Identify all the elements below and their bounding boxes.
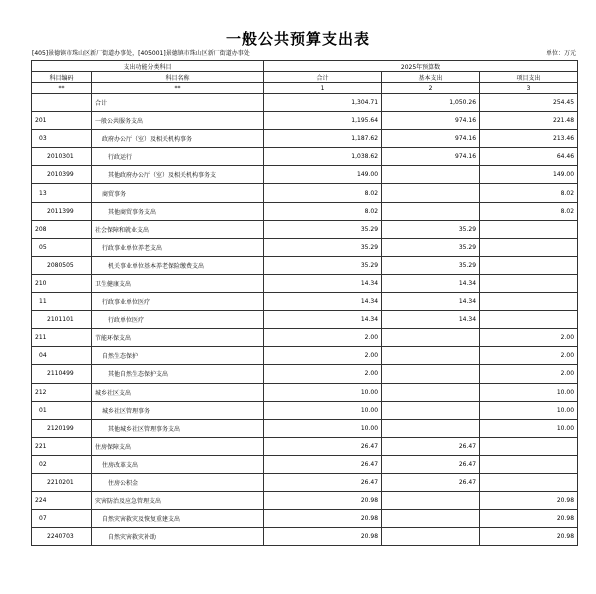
row-code: 2101101 (32, 311, 92, 329)
row-project: 10.00 (480, 419, 578, 437)
row-basic (382, 401, 480, 419)
row-code: 11 (32, 293, 92, 311)
unit-label: [405]景德镇市珠山区新厂街道办事处，[405001]景德镇市珠山区新厂街道办事处 (32, 50, 250, 57)
row-code: 2080505 (32, 256, 92, 274)
row-basic: 14.34 (382, 274, 480, 292)
column-header-code: 科目编码 (32, 72, 92, 83)
table-header (32, 61, 578, 94)
row-basic: 26.47 (382, 455, 480, 473)
row-total: 20.98 (264, 528, 382, 546)
row-total: 1,187.62 (264, 130, 382, 148)
row-name: 住房保障支出 (92, 437, 264, 455)
table-row (32, 293, 578, 311)
table-row (32, 365, 578, 383)
row-code (32, 94, 92, 112)
row-project: 2.00 (480, 365, 578, 383)
row-total: 14.34 (264, 293, 382, 311)
row-code: 224 (32, 492, 92, 510)
row-project (480, 220, 578, 238)
row-name: 自然灾害救灾及恢复重建支出 (92, 510, 264, 528)
row-name: 一般公共服务支出 (92, 112, 264, 130)
row-code: 2110499 (32, 365, 92, 383)
column-header-project: 项目支出 (480, 72, 578, 83)
row-basic: 26.47 (382, 437, 480, 455)
row-project: 2.00 (480, 329, 578, 347)
row-total: 14.34 (264, 274, 382, 292)
row-total: 20.98 (264, 492, 382, 510)
row-total: 10.00 (264, 401, 382, 419)
row-code: 04 (32, 347, 92, 365)
table-row (32, 202, 578, 220)
table-row (32, 455, 578, 473)
row-basic (382, 184, 480, 202)
row-total: 20.98 (264, 510, 382, 528)
row-basic (382, 329, 480, 347)
row-basic: 974.16 (382, 130, 480, 148)
row-project: 221.48 (480, 112, 578, 130)
row-total: 2.00 (264, 329, 382, 347)
row-name: 合计 (92, 94, 264, 112)
row-code: 201 (32, 112, 92, 130)
row-project: 254.45 (480, 94, 578, 112)
row-basic: 1,050.26 (382, 94, 480, 112)
table-row (32, 112, 578, 130)
row-total: 10.00 (264, 383, 382, 401)
row-code: 221 (32, 437, 92, 455)
row-name: 节能环保支出 (92, 329, 264, 347)
row-basic: 974.16 (382, 112, 480, 130)
table-row (32, 492, 578, 510)
table-row (32, 238, 578, 256)
row-total: 26.47 (264, 455, 382, 473)
table-row (32, 437, 578, 455)
table-row (32, 274, 578, 292)
row-project (480, 293, 578, 311)
row-name: 行政事业单位养老支出 (92, 238, 264, 256)
table-row (32, 220, 578, 238)
row-total: 35.29 (264, 220, 382, 238)
row-basic (382, 365, 480, 383)
table-row (32, 419, 578, 437)
row-name: 行政事业单位医疗 (92, 293, 264, 311)
row-basic: 26.47 (382, 473, 480, 491)
row-total: 26.47 (264, 473, 382, 491)
row-total: 1,195.64 (264, 112, 382, 130)
row-basic (382, 419, 480, 437)
row-project: 20.98 (480, 510, 578, 528)
table-row (32, 130, 578, 148)
row-basic (382, 528, 480, 546)
row-project (480, 473, 578, 491)
row-total: 2.00 (264, 347, 382, 365)
table-body (32, 94, 578, 546)
row-project: 149.00 (480, 166, 578, 184)
row-basic (382, 166, 480, 184)
row-basic: 35.29 (382, 220, 480, 238)
table-row (32, 311, 578, 329)
row-basic: 974.16 (382, 148, 480, 166)
row-basic: 35.29 (382, 256, 480, 274)
column-header-basic: 基本支出 (382, 72, 480, 83)
row-total: 8.02 (264, 202, 382, 220)
row-code: 208 (32, 220, 92, 238)
row-code: 05 (32, 238, 92, 256)
row-basic: 14.34 (382, 311, 480, 329)
table-row (32, 256, 578, 274)
row-name: 行政单位医疗 (92, 311, 264, 329)
column-header-name: 科目名称 (92, 72, 264, 83)
row-total: 1,038.62 (264, 148, 382, 166)
unit-measure: 单位：万元 (545, 50, 576, 57)
row-name: 自然灾害救灾补助 (92, 528, 264, 546)
row-code: 2010301 (32, 148, 92, 166)
row-basic (382, 383, 480, 401)
row-project: 20.98 (480, 492, 578, 510)
row-code: 211 (32, 329, 92, 347)
row-project: 213.46 (480, 130, 578, 148)
row-name: 其他城乡社区管理事务支出 (92, 419, 264, 437)
column-header-total: 合计 (264, 72, 382, 83)
row-project (480, 455, 578, 473)
group-header-budget-year: 2025年预算数 (264, 61, 578, 72)
row-total: 8.02 (264, 184, 382, 202)
row-code: 210 (32, 274, 92, 292)
table-row (32, 528, 578, 546)
row-name: 自然生态保护 (92, 347, 264, 365)
index-basic: 2 (382, 83, 480, 94)
row-project: 8.02 (480, 184, 578, 202)
row-project (480, 437, 578, 455)
row-code: 2240703 (32, 528, 92, 546)
row-code: 2120199 (32, 419, 92, 437)
row-code: 07 (32, 510, 92, 528)
group-header-function: 支出功能分类科目 (32, 61, 264, 72)
row-code: 02 (32, 455, 92, 473)
table-row (32, 166, 578, 184)
row-basic (382, 347, 480, 365)
row-name: 其他政府办公厅（室）及相关机构事务支 (92, 166, 264, 184)
row-project: 10.00 (480, 401, 578, 419)
row-project (480, 311, 578, 329)
row-code: 01 (32, 401, 92, 419)
row-total: 1,304.71 (264, 94, 382, 112)
row-project: 64.46 (480, 148, 578, 166)
row-total: 26.47 (264, 437, 382, 455)
row-code: 212 (32, 383, 92, 401)
row-name: 灾害防治及应急管理支出 (92, 492, 264, 510)
row-total: 149.00 (264, 166, 382, 184)
row-code: 2010399 (32, 166, 92, 184)
row-name: 其他商贸事务支出 (92, 202, 264, 220)
row-project: 8.02 (480, 202, 578, 220)
row-name: 行政运行 (92, 148, 264, 166)
row-project (480, 238, 578, 256)
row-name: 商贸事务 (92, 184, 264, 202)
table-row (32, 473, 578, 491)
row-total: 2.00 (264, 365, 382, 383)
table-row (32, 510, 578, 528)
row-project: 10.00 (480, 383, 578, 401)
row-name: 社会保障和就业支出 (92, 220, 264, 238)
row-basic: 14.34 (382, 293, 480, 311)
index-code: ** (32, 83, 92, 94)
index-project: 3 (480, 83, 578, 94)
row-name: 政府办公厅（室）及相关机构事务 (92, 130, 264, 148)
row-name: 住房公积金 (92, 473, 264, 491)
row-code: 2011399 (32, 202, 92, 220)
index-name: ** (92, 83, 264, 94)
row-project: 20.98 (480, 528, 578, 546)
table-row (32, 329, 578, 347)
row-total: 10.00 (264, 419, 382, 437)
row-name: 城乡社区支出 (92, 383, 264, 401)
row-total: 35.29 (264, 238, 382, 256)
row-project (480, 274, 578, 292)
row-name: 机关事业单位基本养老保险缴费支出 (92, 256, 264, 274)
row-basic: 35.29 (382, 238, 480, 256)
table-row (32, 383, 578, 401)
table-row (32, 401, 578, 419)
row-name: 住房改革支出 (92, 455, 264, 473)
table-row (32, 347, 578, 365)
page-title: 一般公共预算支出表 (225, 30, 370, 48)
budget-table (31, 60, 578, 546)
row-total: 14.34 (264, 311, 382, 329)
table-row (32, 148, 578, 166)
row-basic (382, 492, 480, 510)
table-row (32, 94, 578, 112)
row-project: 2.00 (480, 347, 578, 365)
index-total: 1 (264, 83, 382, 94)
row-code: 13 (32, 184, 92, 202)
row-name: 其他自然生态保护支出 (92, 365, 264, 383)
row-code: 2210201 (32, 473, 92, 491)
row-code: 03 (32, 130, 92, 148)
row-basic (382, 202, 480, 220)
row-name: 卫生健康支出 (92, 274, 264, 292)
table-row (32, 184, 578, 202)
row-basic (382, 510, 480, 528)
row-total: 35.29 (264, 256, 382, 274)
row-project (480, 256, 578, 274)
row-name: 城乡社区管理事务 (92, 401, 264, 419)
